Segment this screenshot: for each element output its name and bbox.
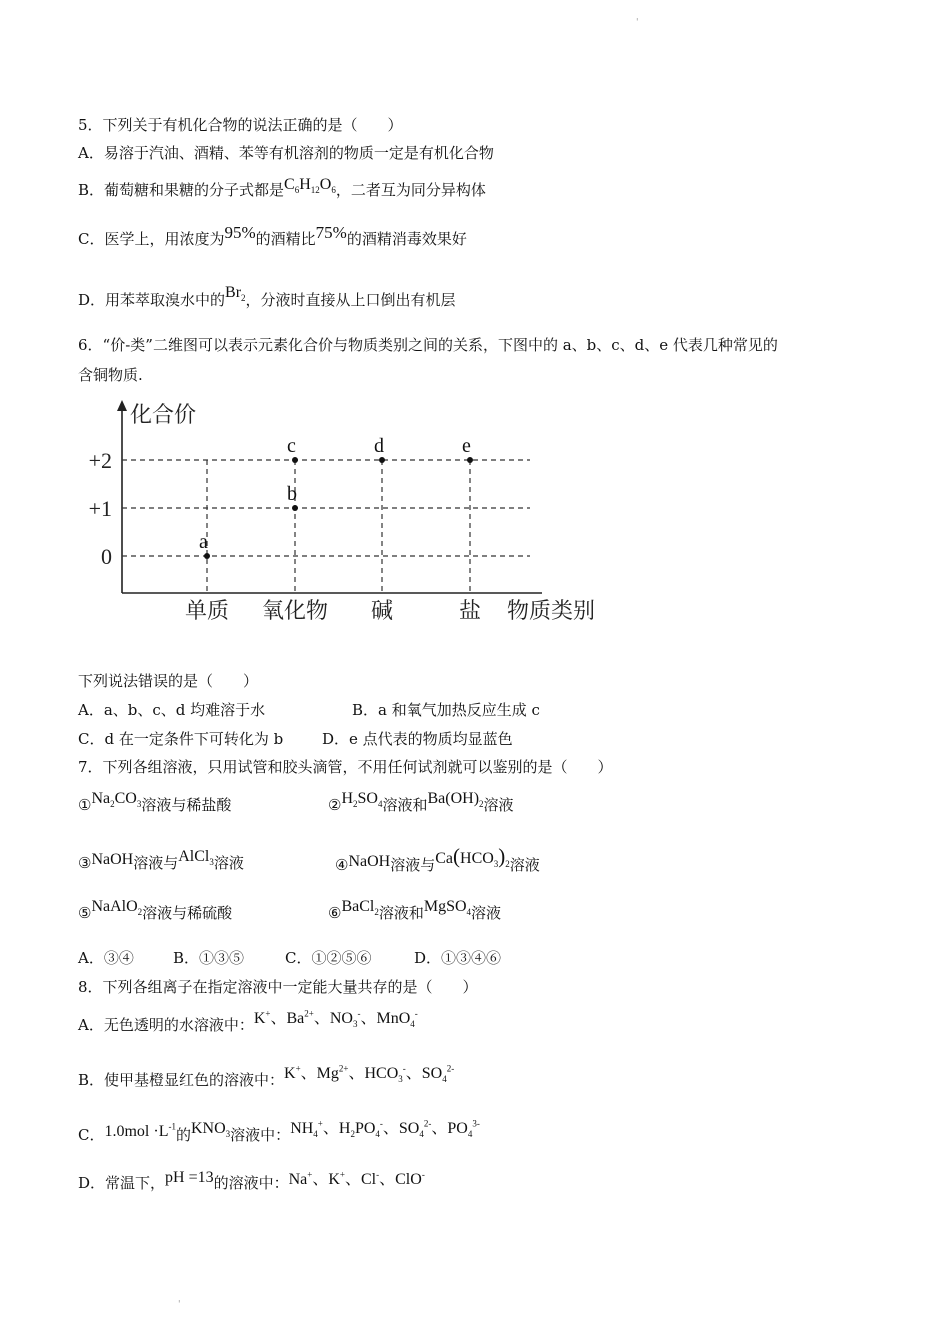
q6-option-b: B．a 和氧气加热反应生成 c [352, 701, 540, 719]
q5-d-post: ，分液时直接从上口倒出有机层 [245, 291, 456, 309]
q6-question: 下列说法错误的是（ ） [78, 672, 259, 690]
point-label-a: a [199, 531, 208, 553]
formula-c6h12o6: $C_6H_{12}O_6$ [284, 176, 336, 196]
q8-option-b [78, 1063, 455, 1091]
formula-bacl2: BaCl$_2$ [341, 898, 379, 918]
point-c [292, 457, 298, 463]
q7-item-3-text: 溶液 [213, 854, 244, 872]
q7-item-3 [78, 848, 244, 874]
formula-na2co3: $Na_2CO_3$ [91, 790, 142, 810]
point-e [467, 457, 473, 463]
point-label-e: e [462, 435, 471, 457]
point-b [292, 505, 298, 511]
q8-a-pre: A．无色透明的水溶液中： [78, 1016, 254, 1034]
q5-c-value-2: 75% [315, 223, 347, 242]
q6-option-d: D．e 点代表的物质均显蓝色 [322, 730, 513, 748]
concentration-value: 1.0mol [104, 1123, 150, 1140]
q8-stem: 8．下列各组离子在指定溶液中一定能大量共存的是（ ） [78, 978, 478, 996]
point-label-d: d [374, 435, 384, 457]
y-axis-arrow-icon [117, 400, 127, 411]
q7-item-3-num: ③ [78, 854, 92, 872]
q7-item-3-mid: 溶液与 [133, 854, 179, 872]
q7-stem: 7．下列各组溶液，只用试管和胶头滴管，不用任何试剂就可以鉴别的是（ ） [78, 758, 613, 776]
grid-layer [122, 460, 530, 593]
q6-option-a: A．a、b、c、d 均难溶于水 [78, 701, 266, 719]
q8-option-c [78, 1118, 480, 1146]
q7-answer-d: D．①③④⑥ [414, 949, 502, 967]
q6-stem-line-1: 6．“价-类”二维图可以表示元素化合价与物质类别之间的关系，下图中的 a、b、c、d、e 代表几种常见的 [78, 336, 778, 354]
points-layer [199, 435, 473, 559]
q7-item-2-num: ② [328, 796, 342, 814]
q5-c-mid: 的酒精比 [255, 230, 316, 248]
q7-item-6-num: ⑥ [328, 904, 342, 922]
q5-c-value-1: 95% [224, 223, 256, 242]
q7-answer-a: A．③④ [78, 949, 134, 967]
q6-stem-line-2: 含铜物质. [78, 366, 143, 384]
q5-option-b [78, 176, 486, 201]
point-label-b: b [287, 483, 297, 505]
formula-alcl3: AlCl$_3$ [178, 848, 214, 868]
formula-cahco32: $Ca(HCO_3)_2$ [435, 844, 510, 870]
category-label: 氧化物 [261, 599, 329, 624]
formula-naalo2: NaAlO$_2$ [91, 898, 143, 918]
q7-item-1-text: 溶液与稀盐酸 [141, 796, 232, 814]
formula-naoh-4: NaOH [348, 853, 391, 870]
concentration: $1.0mol \cdot L^{-1}$ [104, 1121, 176, 1140]
q7-item-6-text: 溶液 [471, 904, 502, 922]
chart-svg [82, 398, 622, 638]
q8-option-d [78, 1169, 425, 1194]
y-tick-label: 0 [101, 544, 112, 569]
q7-item-4-text: 溶液 [509, 856, 540, 874]
q7-item-6-mid: 溶液和 [378, 904, 424, 922]
q7-item-4 [335, 844, 540, 876]
q5-c-post: 的酒精消毒效果好 [346, 230, 467, 248]
ions-c: $NH_4^+$、$H_2PO_4^-$、$SO_4^{2-}$、$PO_4^{3-}$ [290, 1118, 480, 1140]
q7-item-5-num: ⑤ [78, 904, 92, 922]
q7-answer-b: B．①③⑤ [173, 949, 245, 967]
valence-class-chart [82, 398, 622, 638]
q6-option-c: C．d 在一定条件下可转化为 b [78, 730, 284, 748]
formula-mgso4: MgSO$_4$ [423, 898, 472, 918]
point-label-c: c [287, 435, 296, 457]
q5-c-pre: C．医学上，用浓度为 [78, 230, 225, 248]
q8-c-de: 的 [175, 1126, 191, 1144]
q8-d-sol: 的溶液中： [213, 1174, 289, 1192]
q5-b-post: ，二者互为同分异构体 [335, 181, 486, 199]
q7-item-2 [328, 790, 514, 816]
top-mark: ' [636, 18, 639, 28]
q7-item-6 [328, 898, 502, 924]
y-tick-label: +2 [88, 448, 112, 473]
point-a [204, 553, 210, 559]
q7-item-2-text: 溶液 [483, 796, 514, 814]
category-label: 碱 [370, 599, 394, 624]
q7-item-1-num: ① [78, 796, 92, 814]
q7-item-5 [78, 898, 233, 924]
ions-a: K+、$Ba^{2+}$、$NO_3^-$、MnO$_4$- [253, 1008, 418, 1030]
q8-c-sol: 溶液中： [230, 1126, 291, 1144]
q8-option-a [78, 1008, 418, 1036]
q5-option-d [78, 284, 456, 311]
q7-answer-c: C．①②⑤⑥ [285, 949, 372, 967]
ph-value: pH =13 [165, 1169, 214, 1186]
q8-c-pre: C． [78, 1126, 105, 1144]
q7-item-1 [78, 790, 232, 816]
q7-item-4-num: ④ [335, 856, 349, 874]
category-label: 单质 [184, 599, 230, 624]
q7-item-2-mid: 溶液和 [382, 796, 428, 814]
category-label: 盐 [458, 599, 482, 624]
x-axis-label: 物质类别 [507, 599, 596, 624]
q5-stem: 5．下列关于有机化合物的说法正确的是（ ） [78, 116, 403, 134]
q8-b-pre: B．使甲基橙显红色的溶液中： [78, 1071, 285, 1089]
q7-item-4-mid: 溶液与 [390, 856, 436, 874]
formula-naoh-3: NaOH [91, 851, 134, 868]
formula-kno3: $KNO_3$ [191, 1120, 231, 1140]
q5-option-c [78, 223, 467, 249]
q5-b-pre: B．葡萄糖和果糖的分子式都是 [78, 181, 285, 199]
q8-d-pre: D．常温下， [78, 1174, 166, 1192]
y-axis-label: 化合价 [130, 403, 197, 428]
formula-br2: $Br_2$ [225, 284, 246, 304]
bottom-mark: ' [178, 1300, 181, 1310]
y-tick-label: +1 [88, 496, 112, 521]
ions-d: Na+、K+、Cl-、ClO- [288, 1169, 425, 1188]
q7-item-5-text: 溶液与稀硫酸 [142, 904, 233, 922]
q5-option-a: A．易溶于汽油、酒精、苯等有机溶剂的物质一定是有机化合物 [78, 144, 494, 162]
formula-h2so4: $H_2SO_4$ [341, 790, 383, 810]
point-d [379, 457, 385, 463]
ticks-layer [89, 448, 481, 624]
q5-d-pre: D．用苯萃取溴水中的 [78, 291, 226, 309]
ions-b: K+、$Mg^{2+}$、$HCO_3^-$、$SO_4^{2-}$ [284, 1063, 455, 1085]
formula-baoh2: $Ba(OH)_2$ [427, 790, 484, 810]
